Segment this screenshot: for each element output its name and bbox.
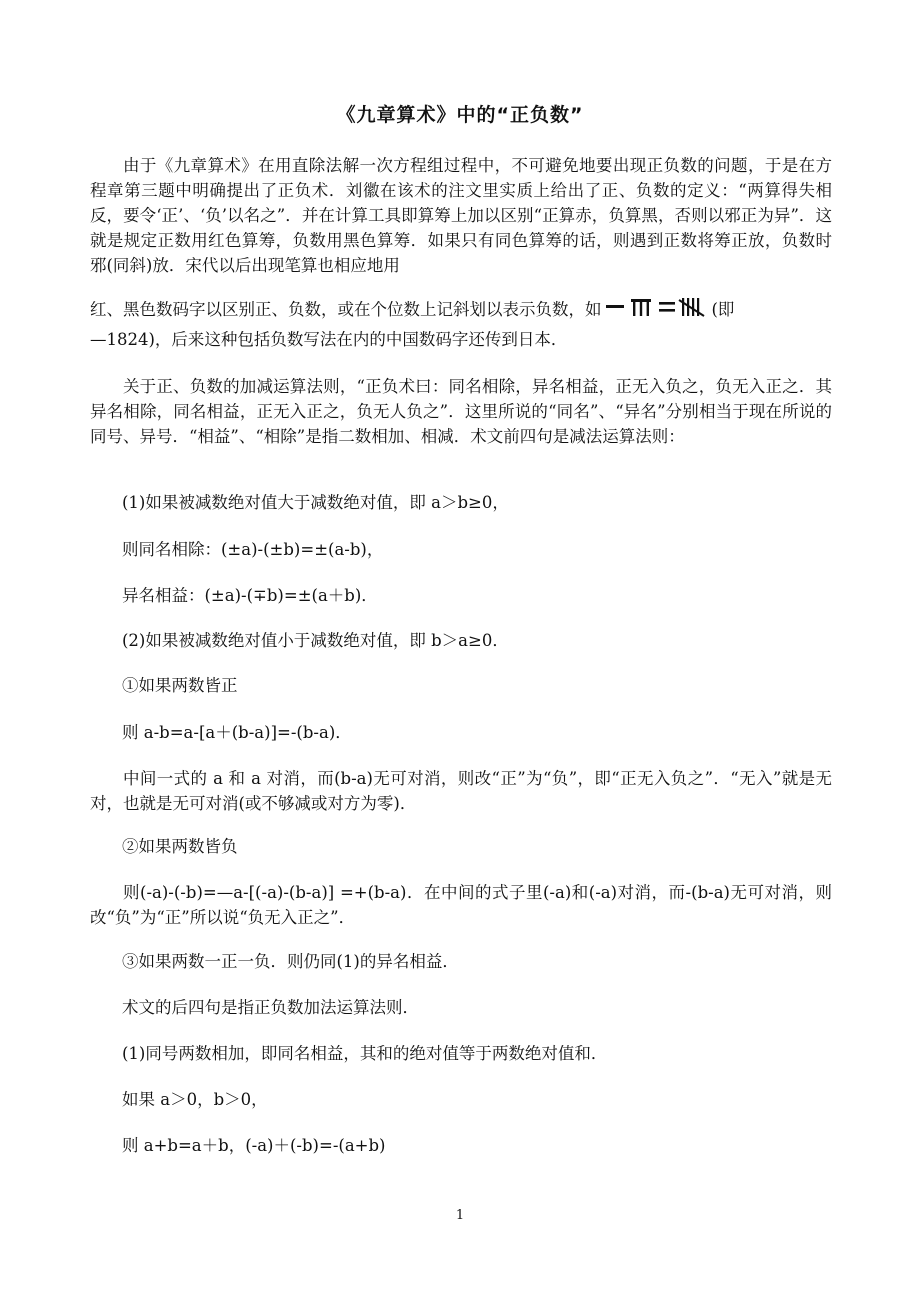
paragraph-intro: 由于《九章算术》在用直除法解一次方程组过程中，不可避免地要出现正负数的问题，于是在方程章第三题中明确提出了正负术．刘徽在该术的注文里实质上给出了正、负数的定义：“两算得失相反，要令‘正’、‘负’以名之”．并在计算工具即算筹上加以区别“正算赤，负算黑，否则以邪正为异”．这就是规定正数用红色算筹，负数用黑色算筹．如果只有同色算筹的话，则遇到正数将筹正放，负数时邪(同斜)放．宋代以后出现笔算也相应地用 (90, 156, 832, 275)
rule-line-12: 则 a+b=a＋b，(-a)＋(-b)=-(a+b) (122, 1136, 386, 1155)
rule-line-10: (1)同号两数相加，即同名相益，其和的绝对值等于两数绝对值和． (122, 1044, 608, 1063)
rule-line-4: (2)如果被减数绝对值小于减数绝对值，即 b＞a≥0． (122, 631, 509, 650)
rule-line-8: ③如果两数一正一负．则仍同(1)的异名相益． (122, 952, 459, 971)
rule-line-5: ①如果两数皆正 (122, 676, 238, 695)
rule-line-11: 如果 a＞0，b＞0， (122, 1090, 268, 1109)
paragraph-intro-end: —1824)，后来这种包括负数写法在内的中国数码字还传到日本． (90, 330, 568, 349)
paragraph-intro-rod-line (90, 296, 832, 325)
rule-line-3: 异名相益：(±a)-(∓b)=±(a＋b)． (122, 586, 378, 605)
paragraph-rules: 关于正、负数的加减运算法则，“正负术曰：同名相除，异名相益，正无入负之，负无入正之．其异名相除，同名相益，正无入正之，负无人负之”．这里所说的“同名”、“异名”分别相当于现在所说的同号、异号．“相益”、“相除”是指二数相加、相减．术文前四句是减法运算法则： (90, 377, 832, 446)
paragraph-explain-1: 中间一式的 a 和 a 对消，而(b-a)无可对消，则改“正”为“负”，即“正无入负之”．“无入”就是无对，也就是无可对消(或不够减或对方为零)． (90, 769, 832, 813)
rule-line-1: (1)如果被减数绝对值大于减数绝对值，即 a＞b≥0， (122, 493, 509, 512)
paragraph-explain-2: 则(-a)-(-b)=—a-[(-a)-(b-a)] =+(b-a)．在中间的式子里(-a)和(-a)对消，而-(b-a)无可对消，则改“负”为“正”所以说“负无入正之”． (90, 883, 832, 927)
rule-line-6: 则 a-b=a-[a＋(b-a)]=-(b-a)． (122, 723, 352, 742)
rod-line-text-before: 红、黑色数码字以区别正、负数，或在个位数上记斜划以表示负数，如 (90, 300, 602, 319)
rule-line-7: ②如果两数皆负 (122, 837, 238, 856)
rule-line-2: 则同名相除：(±a)-(±b)=±(a-b)， (122, 540, 384, 559)
rod-line-text-after: (即 (711, 300, 735, 319)
counting-rod-numeral-icon (604, 296, 710, 325)
page-number: 1 (455, 1208, 465, 1223)
rule-line-9: 术文的后四句是指正负数加法运算法则． (122, 998, 419, 1017)
page-title: 《九章算术》中的“正负数” (336, 104, 584, 126)
